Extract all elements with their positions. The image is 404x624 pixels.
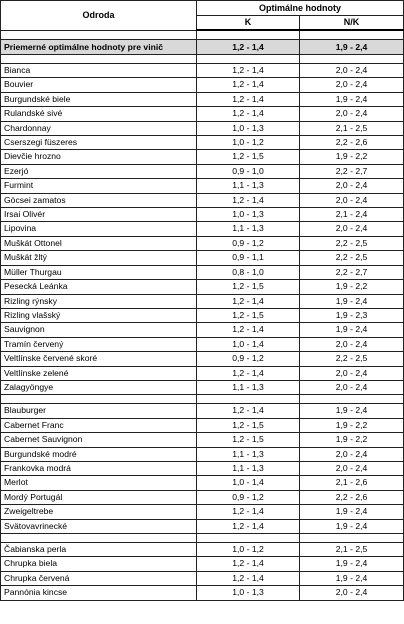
k-value: 1,1 - 1,3 <box>197 222 300 236</box>
k-value: 1,0 - 1,3 <box>197 586 300 600</box>
nk-value: 2,0 - 2,4 <box>300 380 404 394</box>
variety-name: Irsai Olivér <box>1 208 197 222</box>
nk-value: 1,9 - 2,4 <box>300 571 404 585</box>
variety-name: Rizling vlašský <box>1 308 197 322</box>
table-row <box>1 557 404 571</box>
table-row <box>1 265 404 279</box>
nk-value: 2,2 - 2,5 <box>300 352 404 366</box>
variety-name: Muškát žltý <box>1 251 197 265</box>
k-value: 1,2 - 1,4 <box>197 404 300 418</box>
nk-value: 1,9 - 2,4 <box>300 92 404 106</box>
variety-name: Chrupka červená <box>1 571 197 585</box>
variety-name: Veltlínske červené skoré <box>1 352 197 366</box>
k-value: 1,0 - 1,4 <box>197 337 300 351</box>
nk-value: 2,2 - 2,7 <box>300 164 404 178</box>
k-value: 0,9 - 1,2 <box>197 236 300 250</box>
table-row <box>1 236 404 250</box>
variety-name: Svätovavrinecké <box>1 519 197 533</box>
table-row <box>1 136 404 150</box>
nk-value: 2,0 - 2,4 <box>300 447 404 461</box>
variety-name: Zweigeltrebe <box>1 505 197 519</box>
variety-name: Cabernet Franc <box>1 418 197 432</box>
nk-value: 1,9 - 2,4 <box>300 557 404 571</box>
k-value: 1,2 - 1,5 <box>197 433 300 447</box>
k-value: 1,2 - 1,4 <box>197 107 300 121</box>
summary-k-value: 1,2 - 1,4 <box>197 40 300 55</box>
variety-name: Dievčie hrozno <box>1 150 197 164</box>
table-row <box>1 92 404 106</box>
k-value: 1,2 - 1,5 <box>197 280 300 294</box>
variety-name: Cserszegi füszeres <box>1 136 197 150</box>
k-value: 0,8 - 1,0 <box>197 265 300 279</box>
variety-name: Mordý Portugál <box>1 490 197 504</box>
k-column-header: K <box>197 16 300 31</box>
table-row <box>1 519 404 533</box>
variety-name: Tramín červený <box>1 337 197 351</box>
nk-value: 2,0 - 2,4 <box>300 179 404 193</box>
variety-name: Veltlínske zelené <box>1 366 197 380</box>
nk-value: 2,1 - 2,5 <box>300 121 404 135</box>
variety-name: Pesecká Leánka <box>1 280 197 294</box>
variety-name: Rulandské sivé <box>1 107 197 121</box>
table-row <box>1 107 404 121</box>
nk-value: 1,9 - 2,4 <box>300 519 404 533</box>
table-row <box>1 543 404 557</box>
k-value: 1,2 - 1,4 <box>197 505 300 519</box>
k-value: 0,9 - 1,2 <box>197 352 300 366</box>
k-value: 1,2 - 1,4 <box>197 64 300 78</box>
k-value: 1,2 - 1,5 <box>197 308 300 322</box>
nk-value: 2,2 - 2,6 <box>300 490 404 504</box>
k-value: 1,1 - 1,3 <box>197 461 300 475</box>
variety-name: Bianca <box>1 64 197 78</box>
variety-name: Zalagyöngye <box>1 380 197 394</box>
nk-value: 2,2 - 2,7 <box>300 265 404 279</box>
table-row <box>1 121 404 135</box>
spacer-row <box>1 55 404 64</box>
table-row <box>1 294 404 308</box>
table-row <box>1 586 404 600</box>
nk-value: 2,1 - 2,6 <box>300 476 404 490</box>
table-row <box>1 308 404 322</box>
table-row <box>1 337 404 351</box>
table-row <box>1 366 404 380</box>
nk-value: 1,9 - 2,4 <box>300 505 404 519</box>
k-value: 1,0 - 1,4 <box>197 476 300 490</box>
k-value: 1,1 - 1,3 <box>197 380 300 394</box>
table-row <box>1 251 404 265</box>
nk-value: 2,0 - 2,4 <box>300 337 404 351</box>
variety-name: Merlot <box>1 476 197 490</box>
nk-value: 1,9 - 2,2 <box>300 418 404 432</box>
table-row <box>1 78 404 92</box>
nk-value: 1,9 - 2,4 <box>300 323 404 337</box>
summary-nk-value: 1,9 - 2,4 <box>300 40 404 55</box>
nk-value: 2,0 - 2,4 <box>300 64 404 78</box>
k-value: 1,2 - 1,4 <box>197 193 300 207</box>
variety-name: Frankovka modrá <box>1 461 197 475</box>
variety-name: Müller Thurgau <box>1 265 197 279</box>
nk-value: 2,2 - 2,5 <box>300 251 404 265</box>
variety-name: Chardonnay <box>1 121 197 135</box>
table-row <box>1 193 404 207</box>
k-value: 0,9 - 1,0 <box>197 164 300 178</box>
k-value: 1,2 - 1,4 <box>197 571 300 585</box>
k-value: 0,9 - 1,1 <box>197 251 300 265</box>
nk-value: 2,2 - 2,5 <box>300 236 404 250</box>
k-value: 1,2 - 1,4 <box>197 557 300 571</box>
table-row <box>1 179 404 193</box>
table-row <box>1 164 404 178</box>
table-row <box>1 222 404 236</box>
variety-name: Čabianska perla <box>1 543 197 557</box>
nk-value: 2,0 - 2,4 <box>300 78 404 92</box>
header-row <box>1 1 404 16</box>
variety-name: Sauvignon <box>1 323 197 337</box>
table-row <box>1 64 404 78</box>
variety-name: Bouvier <box>1 78 197 92</box>
k-value: 1,2 - 1,4 <box>197 366 300 380</box>
variety-name: Burgundské biele <box>1 92 197 106</box>
nk-value: 2,0 - 2,4 <box>300 107 404 121</box>
variety-column-header: Odroda <box>1 1 197 31</box>
optimal-values-group-header: Optimálne hodnoty <box>197 1 404 16</box>
k-value: 1,2 - 1,4 <box>197 78 300 92</box>
variety-name: Ezerjó <box>1 164 197 178</box>
k-value: 1,2 - 1,4 <box>197 92 300 106</box>
k-value: 1,1 - 1,3 <box>197 447 300 461</box>
nk-value: 1,9 - 2,4 <box>300 404 404 418</box>
variety-name: Furmint <box>1 179 197 193</box>
table-row <box>1 418 404 432</box>
nk-value: 1,9 - 2,3 <box>300 308 404 322</box>
nk-value: 2,1 - 2,4 <box>300 208 404 222</box>
table-row <box>1 505 404 519</box>
table-row <box>1 208 404 222</box>
k-value: 0,9 - 1,2 <box>197 490 300 504</box>
nk-value: 2,0 - 2,4 <box>300 586 404 600</box>
nk-value: 1,9 - 2,2 <box>300 433 404 447</box>
nk-value: 2,1 - 2,5 <box>300 543 404 557</box>
table-row <box>1 280 404 294</box>
k-value: 1,2 - 1,4 <box>197 323 300 337</box>
table-row <box>1 380 404 394</box>
table-row <box>1 447 404 461</box>
k-value: 1,0 - 1,3 <box>197 208 300 222</box>
nk-value: 2,0 - 2,4 <box>300 193 404 207</box>
k-value: 1,2 - 1,5 <box>197 150 300 164</box>
k-value: 1,2 - 1,4 <box>197 519 300 533</box>
table-row <box>1 150 404 164</box>
nk-value: 2,0 - 2,4 <box>300 461 404 475</box>
nk-value: 1,9 - 2,2 <box>300 280 404 294</box>
nk-value: 2,0 - 2,4 <box>300 222 404 236</box>
variety-name: Cabernet Sauvignon <box>1 433 197 447</box>
table-row <box>1 433 404 447</box>
nk-value: 1,9 - 2,4 <box>300 294 404 308</box>
table-row <box>1 352 404 366</box>
variety-name: Göcsei zamatos <box>1 193 197 207</box>
spacer-row <box>1 30 404 40</box>
table-body <box>1 30 404 600</box>
nk-value: 2,0 - 2,4 <box>300 366 404 380</box>
spacer-row <box>1 395 404 404</box>
table-row <box>1 404 404 418</box>
summary-label: Priemerné optimálne hodnoty pre vinič <box>1 40 197 55</box>
table-row <box>1 476 404 490</box>
variety-name: Lipovina <box>1 222 197 236</box>
variety-name: Pannónia kincse <box>1 586 197 600</box>
k-value: 1,2 - 1,4 <box>197 294 300 308</box>
k-value: 1,0 - 1,2 <box>197 543 300 557</box>
k-value: 1,2 - 1,5 <box>197 418 300 432</box>
table-row <box>1 323 404 337</box>
k-value: 1,0 - 1,2 <box>197 136 300 150</box>
table-row <box>1 490 404 504</box>
nk-value: 2,2 - 2,6 <box>300 136 404 150</box>
table-row <box>1 571 404 585</box>
nk-value: 1,9 - 2,2 <box>300 150 404 164</box>
variety-name: Burgundské modré <box>1 447 197 461</box>
variety-name: Blauburger <box>1 404 197 418</box>
variety-name: Rizling rýnsky <box>1 294 197 308</box>
summary-row <box>1 40 404 55</box>
table-row <box>1 461 404 475</box>
k-value: 1,1 - 1,3 <box>197 179 300 193</box>
variety-name: Muškát Ottonel <box>1 236 197 250</box>
spacer-row <box>1 534 404 543</box>
k-value: 1,0 - 1,3 <box>197 121 300 135</box>
variety-name: Chrupka biela <box>1 557 197 571</box>
nk-column-header: N/K <box>300 16 404 31</box>
